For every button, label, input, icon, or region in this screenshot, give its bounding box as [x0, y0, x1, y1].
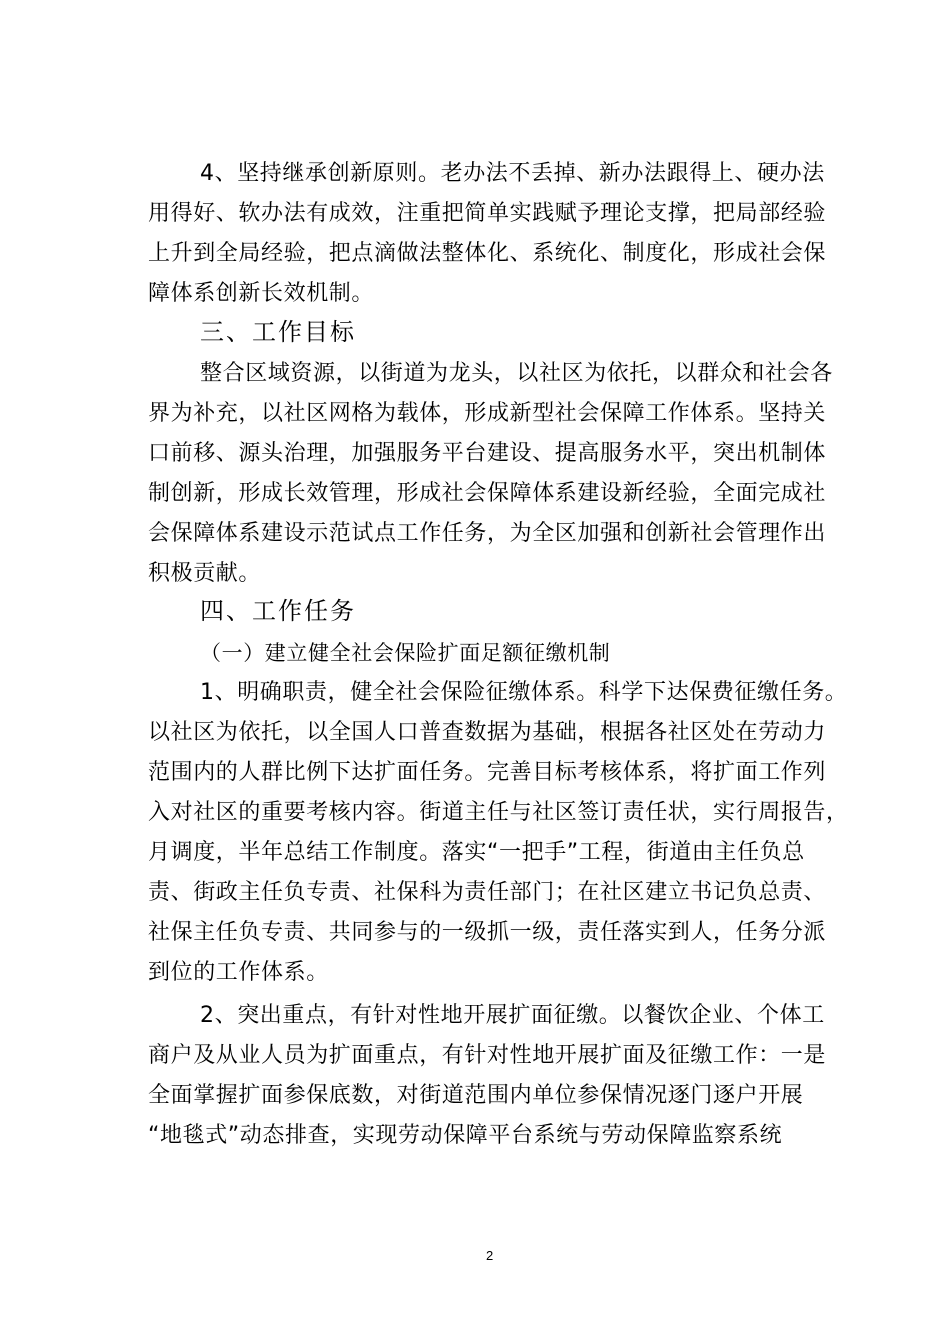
principle-4-line-2: 用得好、软办法有成效，注重把简单实践赋予理论支撑，把局部经验 [148, 201, 827, 226]
section-3-line-4: 制创新，形成长效管理，形成社会保障体系建设新经验，全面完成社 [148, 481, 827, 506]
task-2-line-1: 2、突出重点，有针对性地开展扩面征缴。以餐饮企业、个体工 [200, 1003, 825, 1028]
section-3-line-6: 积极贡献。 [148, 561, 262, 586]
task-2-line-3: 全面掌握扩面参保底数，对街道范围内单位参保情况逐门逐户开展 [148, 1083, 804, 1108]
task-1-line-2: 以社区为依托，以全国人口普查数据为基础，根据各社区处在劳动力 [148, 720, 827, 745]
task-1-line-8: 到位的工作体系。 [148, 960, 329, 985]
task-2-line-4: “地毯式”动态排查，实现劳动保障平台系统与劳动保障监察系统 [148, 1123, 783, 1148]
task-1-line-1: 1、明确职责，健全社会保险征缴体系。科学下达保费征缴任务。 [200, 680, 848, 705]
page-number: 2 [486, 1248, 494, 1263]
task-1-line-6: 责、街政主任负专责、社保科为责任部门；在社区建立书记负总责、 [148, 880, 827, 905]
task-2-line-2: 商户及从业人员为扩面重点，有针对性地开展扩面及征缴工作：一是 [148, 1043, 827, 1068]
task-1-line-4: 入对社区的重要考核内容。街道主任与社区签订责任状，实行周报告， [148, 800, 849, 825]
section-3-line-2: 界为补充，以社区网格为载体，形成新型社会保障工作体系。坚持关 [148, 401, 827, 426]
section-3-title: 三、工作目标 [200, 318, 356, 346]
task-1-line-7: 社保主任负专责、共同参与的一级抓一级，责任落实到人，任务分派 [148, 920, 827, 945]
principle-4-line-4: 障体系创新长效机制。 [148, 281, 375, 306]
section-3-line-1: 整合区域资源，以街道为龙头，以社区为依托，以群众和社会各 [200, 361, 833, 386]
subsection-1-title: （一）建立健全社会保险扩面足额征缴机制 [200, 641, 611, 665]
principle-4-line-3: 上升到全局经验，把点滴做法整体化、系统化、制度化，形成社会保 [148, 241, 827, 266]
task-1-line-3: 范围内的人群比例下达扩面任务。完善目标考核体系，将扩面工作列 [148, 760, 827, 785]
principle-4-line-1: 4、坚持继承创新原则。老办法不丢掉、新办法跟得上、硬办法 [200, 161, 825, 186]
section-4-title: 四、工作任务 [200, 597, 356, 625]
section-3-line-3: 口前移、源头治理，加强服务平台建设、提高服务水平，突出机制体 [148, 441, 827, 466]
section-3-line-5: 会保障体系建设示范试点工作任务，为全区加强和创新社会管理作出 [148, 521, 827, 546]
task-1-line-5: 月调度，半年总结工作制度。落实“一把手”工程，街道由主任负总 [148, 840, 805, 865]
